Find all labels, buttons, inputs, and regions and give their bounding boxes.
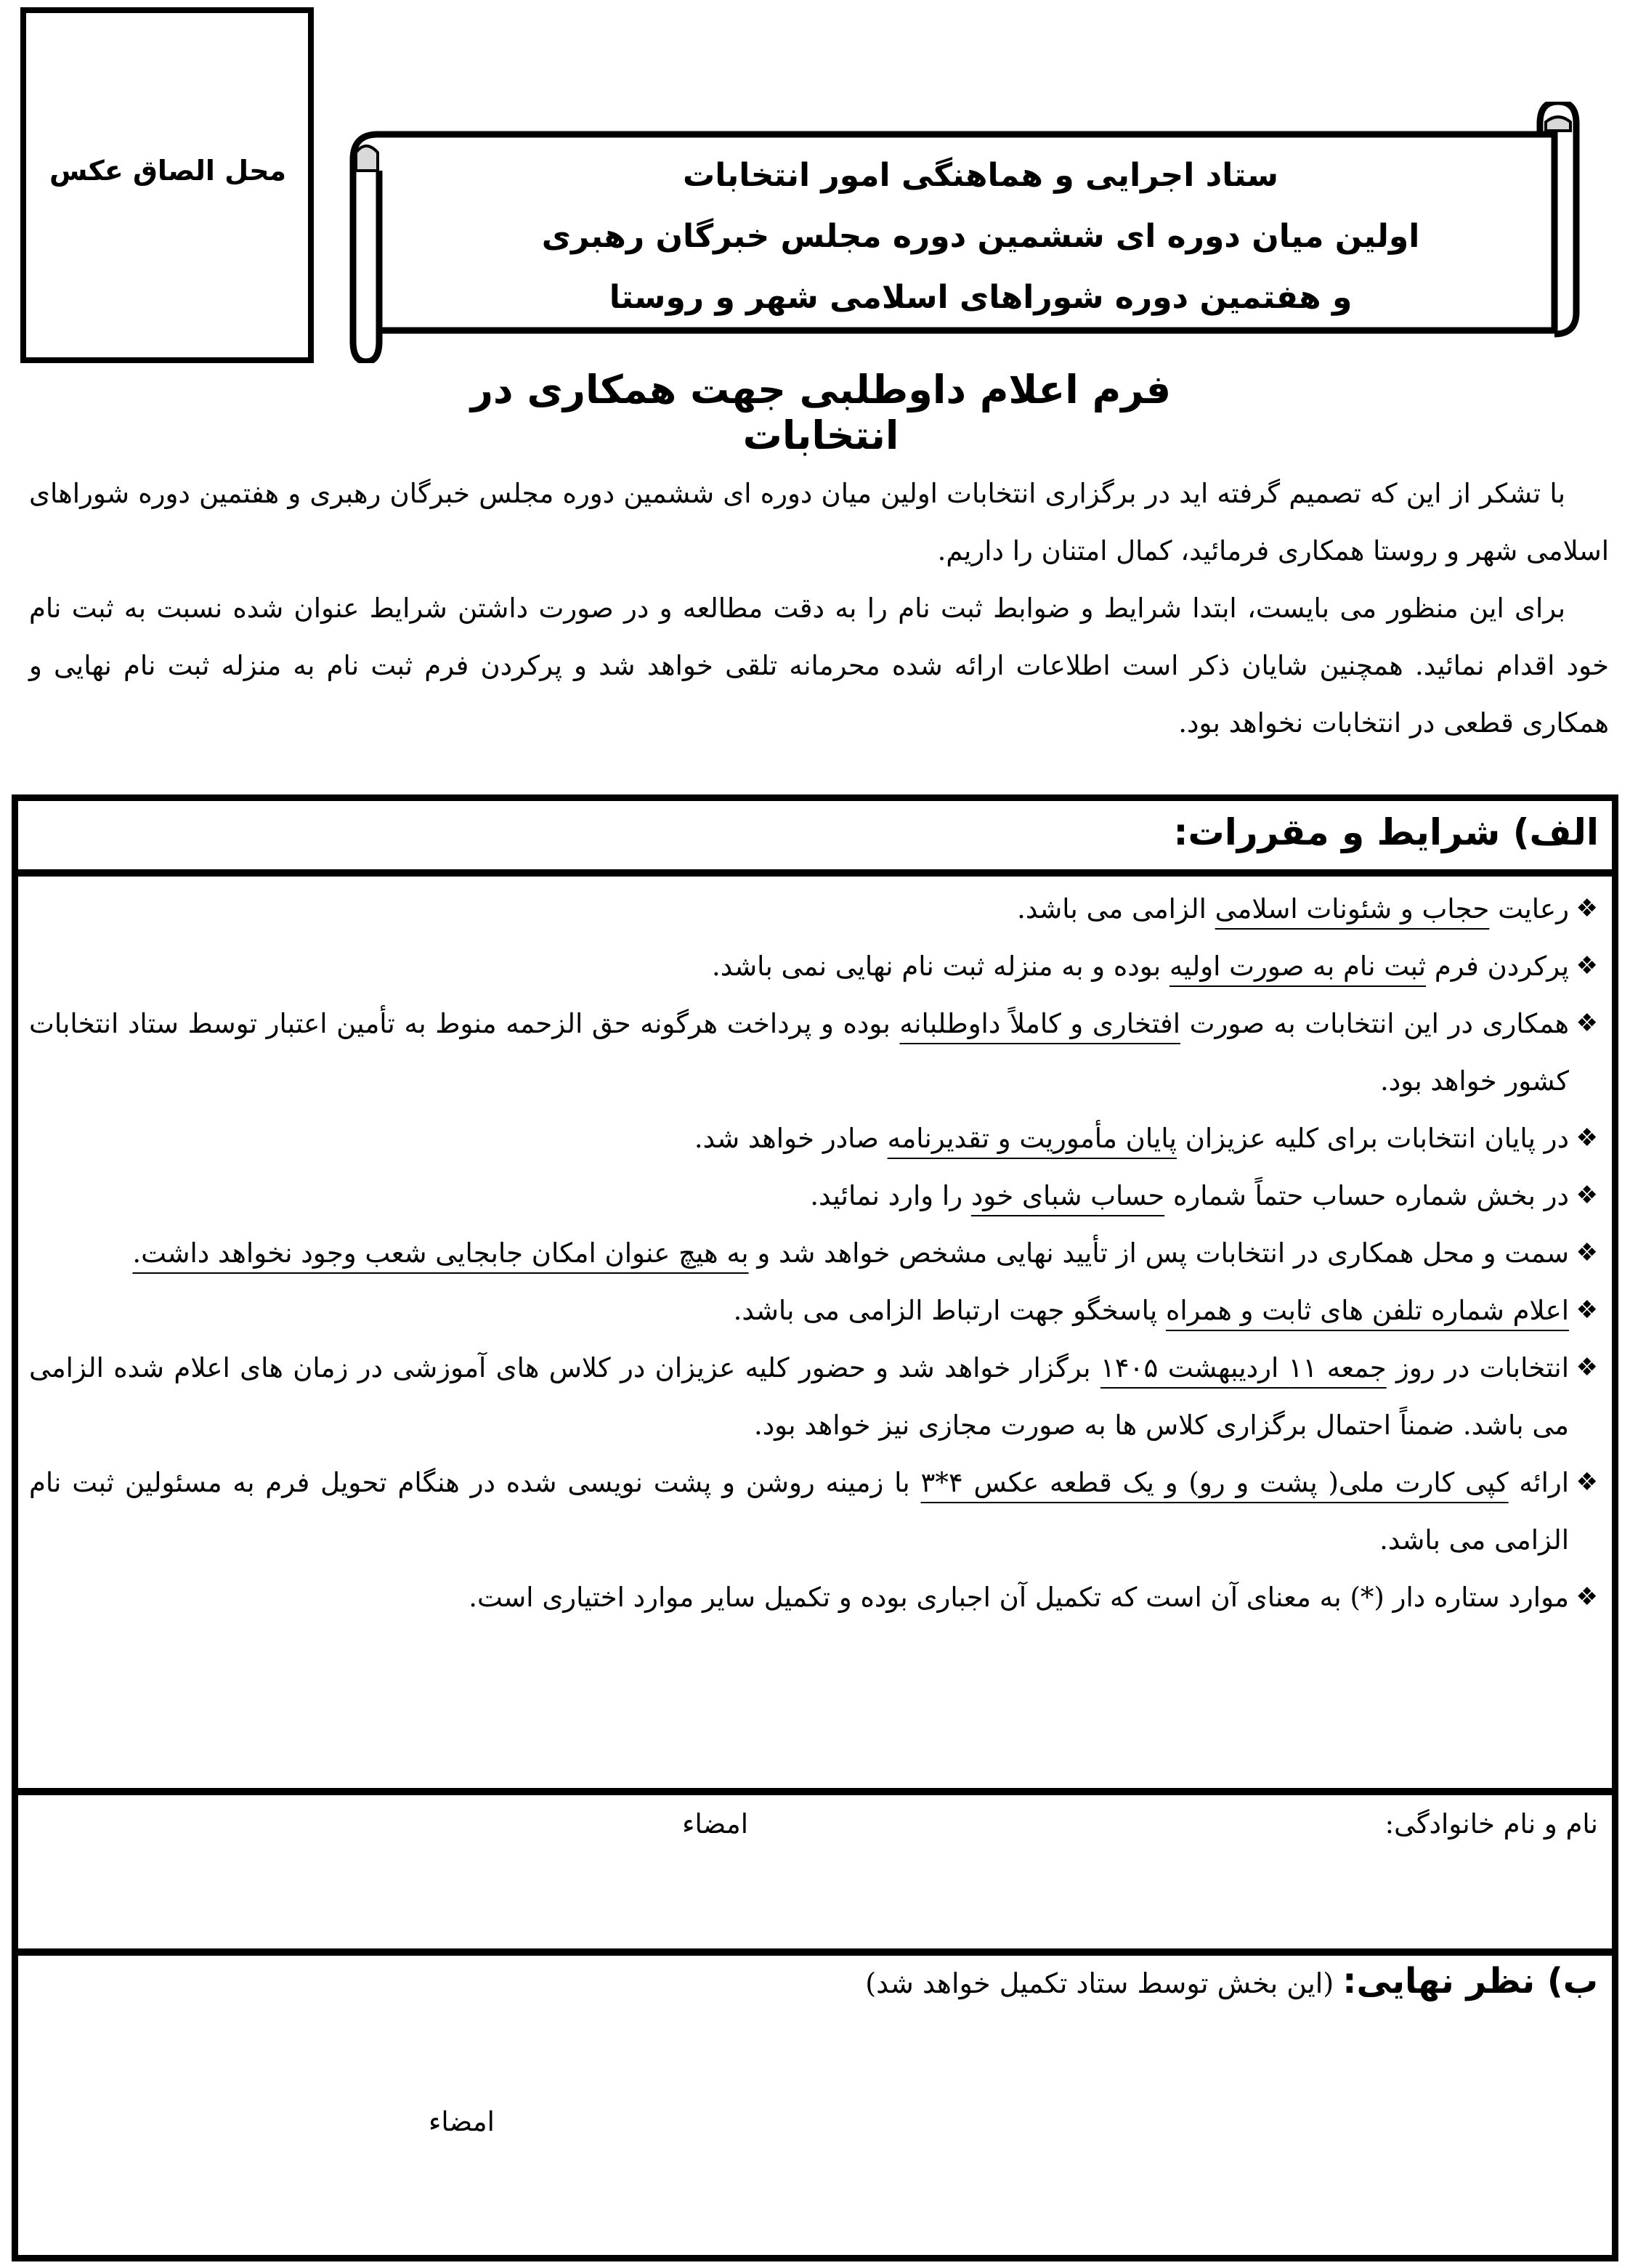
- section-b-title: ب) نظر نهایی:: [1342, 1961, 1598, 2001]
- header-organization: [407, 145, 1554, 328]
- diamond-bullet-icon: ❖: [1576, 894, 1598, 923]
- intro-text: [29, 465, 1609, 752]
- rule-text: انتخابات در روز: [1386, 1352, 1569, 1383]
- rule-text: بوده و پرداخت هرگونه حق الزحمه منوط به تأمین اعتبار توسط ستاد انتخابات کشور خواهد بود.: [29, 1008, 1569, 1097]
- section-a-header: [18, 801, 1612, 877]
- rule-text: با زمینه روشن و پشت نویسی شده در هنگام تحویل فرم به مسئولین ثبت نام الزامی می باشد.: [29, 1467, 1569, 1556]
- applicant-signature-label: امضاء: [682, 1808, 748, 1840]
- rule-emphasis: اعلام شماره تلفن های ثابت و همراه: [1165, 1295, 1569, 1326]
- section-divider: [18, 1788, 1612, 1795]
- header-line-3: و هفتمین دوره شوراهای اسلامی شهر و روستا: [609, 279, 1353, 316]
- diamond-bullet-icon: ❖: [1576, 1238, 1598, 1267]
- rule-text: الزامی می باشد.: [1017, 893, 1215, 924]
- rule-text: همکاری در این انتخابات به صورت: [1180, 1008, 1570, 1039]
- rule-emphasis: به هیچ عنوان امکان جابجایی شعب وجود نخواهد داشت.: [132, 1237, 749, 1269]
- rule-emphasis: حساب شبای خود: [970, 1180, 1165, 1211]
- rule-text: موارد ستاره دار (*) به معنای آن است که تکمیل آن اجباری بوده و تکمیل سایر موارد اختیاری است.: [469, 1582, 1569, 1613]
- rule-item: [29, 1167, 1598, 1224]
- diamond-bullet-icon: ❖: [1576, 1123, 1598, 1153]
- rule-text: پاسخگو جهت ارتباط الزامی می باشد.: [733, 1295, 1166, 1326]
- rule-text: در پایان انتخابات برای کلیه عزیزان: [1176, 1123, 1569, 1154]
- rule-emphasis: جمعه ۱۱ اردیبهشت ۱۴۰۵: [1100, 1352, 1387, 1383]
- rule-text: رعایت: [1489, 893, 1569, 924]
- staff-signature-label: امضاء: [429, 2106, 495, 2137]
- rule-text: بوده و به منزله ثبت نام نهایی نمی باشد.: [711, 951, 1169, 982]
- rule-text: را وارد نمائید.: [810, 1180, 971, 1211]
- rule-emphasis: افتخاری و کاملاً داوطلبانه: [899, 1008, 1180, 1039]
- section-b-header: [29, 1961, 1598, 2001]
- rule-item: [29, 1569, 1598, 1626]
- rule-emphasis: ثبت نام به صورت اولیه: [1169, 951, 1427, 982]
- diamond-bullet-icon: ❖: [1576, 1181, 1598, 1210]
- section-b-note: (این بخش توسط ستاد تکمیل خواهد شد): [865, 1967, 1334, 1999]
- rule-emphasis: پایان مأموریت و تقدیرنامه: [887, 1123, 1177, 1154]
- diamond-bullet-icon: ❖: [1576, 1296, 1598, 1325]
- rule-text: پرکردن فرم: [1426, 951, 1569, 982]
- rule-text: ارائه: [1508, 1467, 1569, 1498]
- diamond-bullet-icon: ❖: [1576, 1353, 1598, 1382]
- rule-text: برگزار خواهد شد و حضور کلیه عزیزان در کلاس های آموزشی در زمان های اعلام شده الزامی می باشد. ضمناً احتمال برگزاری کلاس ها به صورت مجازی نیز خواهد بود.: [29, 1352, 1569, 1441]
- intro-paragraph-1: با تشکر از این که تصمیم گرفته اید در برگزاری انتخابات اولین میان دوره ای ششمین دوره مجلس خبرگان رهبری و هفتمین دوره شوراهای اسلامی شهر و روستا همکاری فرمائید، کمال امتنان را داریم.: [29, 478, 1609, 566]
- photo-placeholder-label: محل الصاق عکس: [49, 155, 286, 187]
- section-divider: [18, 1948, 1612, 1956]
- rule-item: [29, 1224, 1598, 1282]
- full-name-label: نام و نام خانوادگی:: [1384, 1808, 1598, 1840]
- header-line-2: اولین میان دوره ای ششمین دوره مجلس خبرگان رهبری: [541, 218, 1420, 255]
- rule-item: [29, 938, 1598, 995]
- photo-placeholder-box: [20, 7, 314, 363]
- rule-emphasis: کپی کارت ملی( پشت و رو) و یک قطعه عکس ۴*۳: [920, 1467, 1509, 1498]
- rule-item: [29, 1339, 1598, 1454]
- diamond-bullet-icon: ❖: [1576, 1009, 1598, 1038]
- rule-item: [29, 880, 1598, 938]
- rule-text: صادر خواهد شد.: [694, 1123, 888, 1154]
- rule-text: در بخش شماره حساب حتماً شماره: [1164, 1180, 1569, 1211]
- rule-item: [29, 1110, 1598, 1167]
- form-title: فرم اعلام داوطلبی جهت همکاری در انتخابات: [470, 367, 1172, 458]
- rule-item: [29, 1282, 1598, 1339]
- rules-list: [29, 880, 1598, 1626]
- diamond-bullet-icon: ❖: [1576, 951, 1598, 980]
- rule-text: سمت و محل همکاری در انتخابات پس از تأیید نهایی مشخص خواهد شد و: [748, 1237, 1569, 1269]
- intro-paragraph-2: برای این منظور می بایست، ابتدا شرایط و ضوابط ثبت نام را به دقت مطالعه و در صورت داشتن شرایط عنوان شده نسبت به ثبت نام خود اقدام نمائید. همچنین شایان ذکر است اطلاعات ارائه شده محرمانه تلقی خواهد شد و پرکردن فرم ثبت نام به منزله ثبت نام نهایی و همکاری قطعی در انتخابات نخواهد بود.: [29, 593, 1609, 739]
- diamond-bullet-icon: ❖: [1576, 1468, 1598, 1497]
- diamond-bullet-icon: ❖: [1576, 1582, 1598, 1611]
- applicant-signature-row: [29, 1808, 1598, 1852]
- rule-item: [29, 995, 1598, 1110]
- rule-item: [29, 1454, 1598, 1569]
- rule-emphasis: حجاب و شئونات اسلامی: [1215, 893, 1490, 924]
- section-a-title: الف) شرایط و مقررات:: [1173, 811, 1599, 853]
- header-line-1: ستاد اجرایی و هماهنگی امور انتخابات: [683, 157, 1278, 194]
